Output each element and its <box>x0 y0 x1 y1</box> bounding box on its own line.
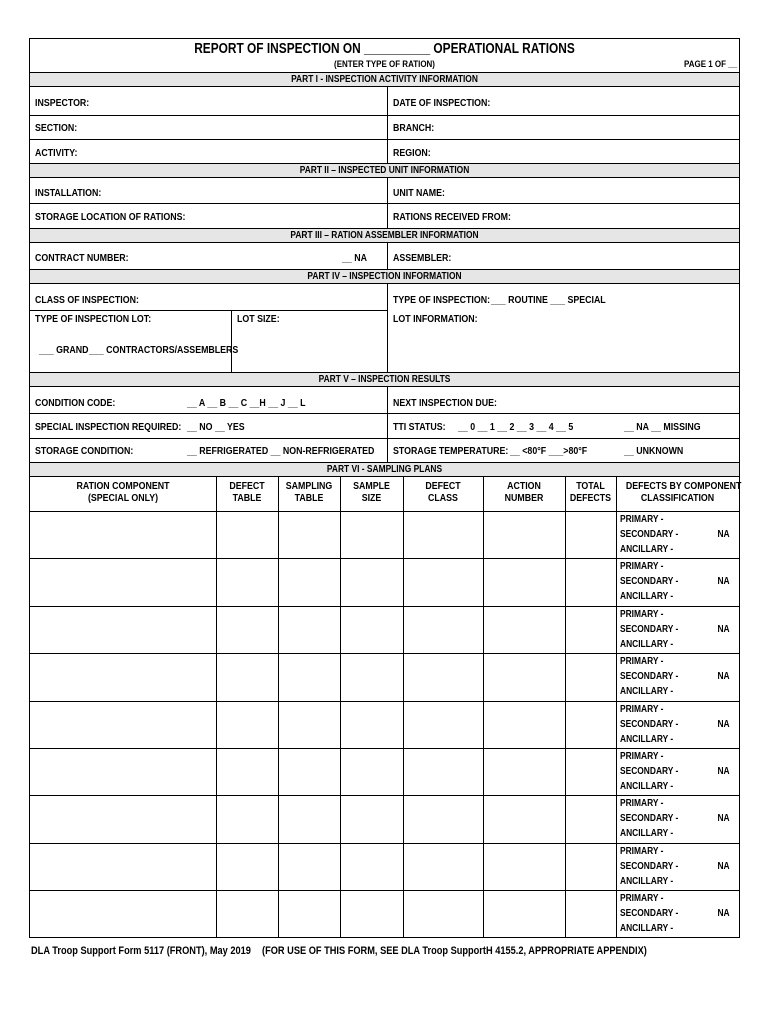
sample-size-cell[interactable] <box>340 558 403 605</box>
secondary-label: SECONDARY - <box>620 576 679 588</box>
ancillary-label: ANCILLARY - <box>620 686 674 698</box>
sample-size-cell[interactable] <box>340 701 403 748</box>
na-label[interactable]: NA <box>717 766 730 777</box>
total-defects-cell[interactable] <box>565 558 616 605</box>
defect-table-cell[interactable] <box>216 843 278 890</box>
sample-size-cell[interactable] <box>340 890 403 937</box>
defects-classification-cell[interactable] <box>620 654 738 699</box>
secondary-label: SECONDARY - <box>620 718 679 730</box>
primary-label: PRIMARY - <box>620 893 664 905</box>
sample-size-cell[interactable] <box>340 606 403 653</box>
defects-classification-cell[interactable] <box>620 891 738 936</box>
defects-classification-cell[interactable] <box>620 702 738 747</box>
column-header-defects-by-component: DEFECTS BY COMPONENT CLASSIFICATION <box>625 480 742 504</box>
form-usage-note: (FOR USE OF THIS FORM, SEE DLA Troop SupportH 4155.2, APPROPRIATE APPENDIX) <box>262 945 647 957</box>
region-label[interactable]: REGION: <box>393 147 431 159</box>
defect-class-cell[interactable] <box>403 653 483 700</box>
ancillary-label: ANCILLARY - <box>620 591 674 603</box>
part2-band: PART II – INSPECTED UNIT INFORMATION <box>30 163 739 178</box>
ancillary-label: ANCILLARY - <box>620 923 674 935</box>
action-number-cell[interactable] <box>483 701 565 748</box>
ancillary-label: ANCILLARY - <box>620 733 674 745</box>
tti-status-label[interactable]: TTI STATUS: <box>393 421 446 433</box>
form-identifier: DLA Troop Support Form 5117 (FRONT), May 2019 <box>31 945 251 957</box>
action-number-cell[interactable] <box>483 511 565 558</box>
contract-na-checkbox[interactable]: __ NA <box>342 252 368 264</box>
sampling-table-cell[interactable] <box>278 606 340 653</box>
unknown-temperature-checkbox[interactable]: __ UNKNOWN <box>624 445 684 457</box>
defect-table-cell[interactable] <box>216 606 278 653</box>
ration-type-hint: (ENTER TYPE OF RATION) <box>334 59 435 70</box>
action-number-cell[interactable] <box>483 606 565 653</box>
table-row <box>30 606 739 653</box>
part4-band: PART IV – INSPECTION INFORMATION <box>30 269 739 284</box>
na-label[interactable]: NA <box>717 576 730 588</box>
section-label[interactable]: SECTION: <box>35 122 78 134</box>
action-number-cell[interactable] <box>483 653 565 700</box>
special-inspection-options[interactable]: __ NO __ YES <box>187 421 245 433</box>
total-defects-cell[interactable] <box>565 890 616 937</box>
date-of-inspection-label[interactable]: DATE OF INSPECTION: <box>393 97 491 109</box>
defect-class-cell[interactable] <box>403 606 483 653</box>
defects-classification-cell[interactable] <box>620 749 738 794</box>
na-label[interactable]: NA <box>717 860 730 872</box>
ration-component-cell[interactable] <box>30 795 216 842</box>
form-title: REPORT OF INSPECTION ON __________ OPERATIONAL RATIONS <box>194 41 575 57</box>
defect-class-cell[interactable] <box>403 748 483 795</box>
defects-classification-cell[interactable] <box>620 844 738 889</box>
ancillary-label: ANCILLARY - <box>620 638 674 650</box>
tti-na-missing-options[interactable]: __ NA __ MISSING <box>624 421 701 433</box>
ancillary-label: ANCILLARY - <box>620 781 674 792</box>
ration-component-cell[interactable] <box>30 748 216 795</box>
type-of-lot-label[interactable]: TYPE OF INSPECTION LOT: <box>35 313 152 325</box>
assembler-label[interactable]: ASSEMBLER: <box>393 252 452 264</box>
column-header-defect-class: DEFECT CLASS <box>425 480 461 504</box>
installation-label[interactable]: INSTALLATION: <box>35 187 102 199</box>
total-defects-cell[interactable] <box>565 701 616 748</box>
table-row <box>30 795 739 842</box>
na-label[interactable]: NA <box>717 529 730 540</box>
defect-class-cell[interactable] <box>403 511 483 558</box>
sample-size-cell[interactable] <box>340 511 403 558</box>
ration-component-cell[interactable] <box>30 558 216 605</box>
storage-condition-options[interactable]: __ REFRIGERATED __ NON-REFRIGERATED <box>187 445 375 457</box>
primary-label: PRIMARY - <box>620 608 664 620</box>
unit-name-label[interactable]: UNIT NAME: <box>393 187 445 199</box>
ancillary-label: ANCILLARY - <box>620 875 674 887</box>
table-row <box>30 748 739 795</box>
secondary-label: SECONDARY - <box>620 813 679 825</box>
page-number: PAGE 1 OF __ <box>684 59 738 70</box>
secondary-label: SECONDARY - <box>620 860 679 872</box>
lot-size-label[interactable]: LOT SIZE: <box>237 313 280 325</box>
column-header-ration-component: RATION COMPONENT (SPECIAL ONLY) <box>76 480 170 504</box>
condition-code-label[interactable]: CONDITION CODE: <box>35 397 116 409</box>
defect-class-cell[interactable] <box>403 795 483 842</box>
defect-class-cell[interactable] <box>403 558 483 605</box>
grand-checkbox[interactable]: ___ GRAND <box>39 344 89 356</box>
na-label[interactable]: NA <box>717 908 730 920</box>
ration-component-cell[interactable] <box>30 890 216 937</box>
rations-received-label[interactable]: RATIONS RECEIVED FROM: <box>393 211 511 223</box>
defect-table-cell[interactable] <box>216 653 278 700</box>
class-of-inspection-label[interactable]: CLASS OF INSPECTION: <box>35 294 139 306</box>
storage-location-label[interactable]: STORAGE LOCATION OF RATIONS: <box>35 211 186 223</box>
defects-classification-cell[interactable] <box>620 607 738 652</box>
na-label[interactable]: NA <box>717 718 730 730</box>
inspection-form <box>29 38 740 938</box>
type-of-inspection-label[interactable]: TYPE OF INSPECTION: <box>393 294 491 306</box>
defect-class-cell[interactable] <box>403 890 483 937</box>
column-header-sample-size: SAMPLE SIZE <box>353 480 390 504</box>
ration-component-cell[interactable] <box>30 606 216 653</box>
defect-table-cell[interactable] <box>216 890 278 937</box>
sampling-table-cell[interactable] <box>278 843 340 890</box>
sample-size-cell[interactable] <box>340 795 403 842</box>
special-inspection-required-label[interactable]: SPECIAL INSPECTION REQUIRED: <box>35 421 182 433</box>
primary-label: PRIMARY - <box>620 514 664 525</box>
sampling-table-cell[interactable] <box>278 653 340 700</box>
secondary-label: SECONDARY - <box>620 908 679 920</box>
column-header-total-defects: TOTAL DEFECTS <box>569 480 612 504</box>
secondary-label: SECONDARY - <box>620 623 679 635</box>
primary-label: PRIMARY - <box>620 798 664 810</box>
storage-temperature-label[interactable]: STORAGE TEMPERATURE: <box>393 445 509 457</box>
table-row <box>30 890 739 937</box>
action-number-cell[interactable] <box>483 558 565 605</box>
activity-label[interactable]: ACTIVITY: <box>35 147 78 159</box>
defect-table-cell[interactable] <box>216 795 278 842</box>
defect-table-cell[interactable] <box>216 701 278 748</box>
ration-component-cell[interactable] <box>30 511 216 558</box>
defects-classification-cell[interactable] <box>620 512 738 557</box>
sampling-table-cell[interactable] <box>278 890 340 937</box>
ration-component-cell[interactable] <box>30 843 216 890</box>
total-defects-cell[interactable] <box>565 606 616 653</box>
defect-table-cell[interactable] <box>216 748 278 795</box>
sampling-table-cell[interactable] <box>278 795 340 842</box>
defects-classification-cell[interactable] <box>620 559 738 604</box>
sampling-table-cell[interactable] <box>278 511 340 558</box>
na-label[interactable]: NA <box>717 671 730 683</box>
table-row <box>30 558 739 605</box>
table-row <box>30 701 739 748</box>
storage-temperature-options[interactable]: __ <80°F ___>80°F <box>510 445 588 457</box>
action-number-cell[interactable] <box>483 795 565 842</box>
table-row <box>30 653 739 700</box>
na-label[interactable]: NA <box>717 623 730 635</box>
defect-table-cell[interactable] <box>216 511 278 558</box>
ancillary-label: ANCILLARY - <box>620 544 674 555</box>
ration-component-cell[interactable] <box>30 653 216 700</box>
next-inspection-due-label[interactable]: NEXT INSPECTION DUE: <box>393 397 497 409</box>
contract-number-label[interactable]: CONTRACT NUMBER: <box>35 252 129 264</box>
action-number-cell[interactable] <box>483 748 565 795</box>
type-of-inspection-options[interactable]: ___ ROUTINE ___ SPECIAL <box>491 294 606 306</box>
storage-condition-label[interactable]: STORAGE CONDITION: <box>35 445 134 457</box>
part1-band: PART I - INSPECTION ACTIVITY INFORMATION <box>30 72 739 87</box>
branch-label[interactable]: BRANCH: <box>393 122 435 134</box>
table-row <box>30 843 739 890</box>
contractors-checkbox[interactable]: ___ CONTRACTORS/ASSEMBLERS <box>89 344 239 356</box>
primary-label: PRIMARY - <box>620 845 664 857</box>
inspector-label[interactable]: INSPECTOR: <box>35 97 90 109</box>
total-defects-cell[interactable] <box>565 748 616 795</box>
total-defects-cell[interactable] <box>565 653 616 700</box>
total-defects-cell[interactable] <box>565 795 616 842</box>
defects-classification-cell[interactable] <box>620 796 738 841</box>
sample-size-cell[interactable] <box>340 748 403 795</box>
total-defects-cell[interactable] <box>565 843 616 890</box>
column-header-sampling-table: SAMPLING TABLE <box>285 480 333 504</box>
total-defects-cell[interactable] <box>565 511 616 558</box>
column-header-action-number: ACTION NUMBER <box>504 480 544 504</box>
part3-band: PART III – RATION ASSEMBLER INFORMATION <box>30 228 739 243</box>
sampling-table-cell[interactable] <box>278 748 340 795</box>
lot-information-label[interactable]: LOT INFORMATION: <box>393 313 478 325</box>
secondary-label: SECONDARY - <box>620 671 679 683</box>
secondary-label: SECONDARY - <box>620 529 679 540</box>
ancillary-label: ANCILLARY - <box>620 828 674 840</box>
part5-band: PART V – INSPECTION RESULTS <box>30 372 739 387</box>
condition-code-options[interactable]: __ A __ B __ C __H __ J __ L <box>187 397 306 409</box>
primary-label: PRIMARY - <box>620 751 664 762</box>
primary-label: PRIMARY - <box>620 703 664 715</box>
sample-size-cell[interactable] <box>340 653 403 700</box>
sampling-table-cell[interactable] <box>278 701 340 748</box>
defect-table-cell[interactable] <box>216 558 278 605</box>
defect-class-cell[interactable] <box>403 701 483 748</box>
action-number-cell[interactable] <box>483 843 565 890</box>
na-label[interactable]: NA <box>717 813 730 825</box>
tti-status-options[interactable]: __ 0 __ 1 __ 2 __ 3 __ 4 __ 5 <box>458 421 574 433</box>
primary-label: PRIMARY - <box>620 561 664 573</box>
primary-label: PRIMARY - <box>620 656 664 668</box>
defect-class-cell[interactable] <box>403 843 483 890</box>
sample-size-cell[interactable] <box>340 843 403 890</box>
sampling-table-cell[interactable] <box>278 558 340 605</box>
secondary-label: SECONDARY - <box>620 766 679 777</box>
action-number-cell[interactable] <box>483 890 565 937</box>
ration-component-cell[interactable] <box>30 701 216 748</box>
column-header-defect-table: DEFECT TABLE <box>229 480 265 504</box>
part6-band: PART VI - SAMPLING PLANS <box>30 462 739 477</box>
table-row <box>30 511 739 558</box>
